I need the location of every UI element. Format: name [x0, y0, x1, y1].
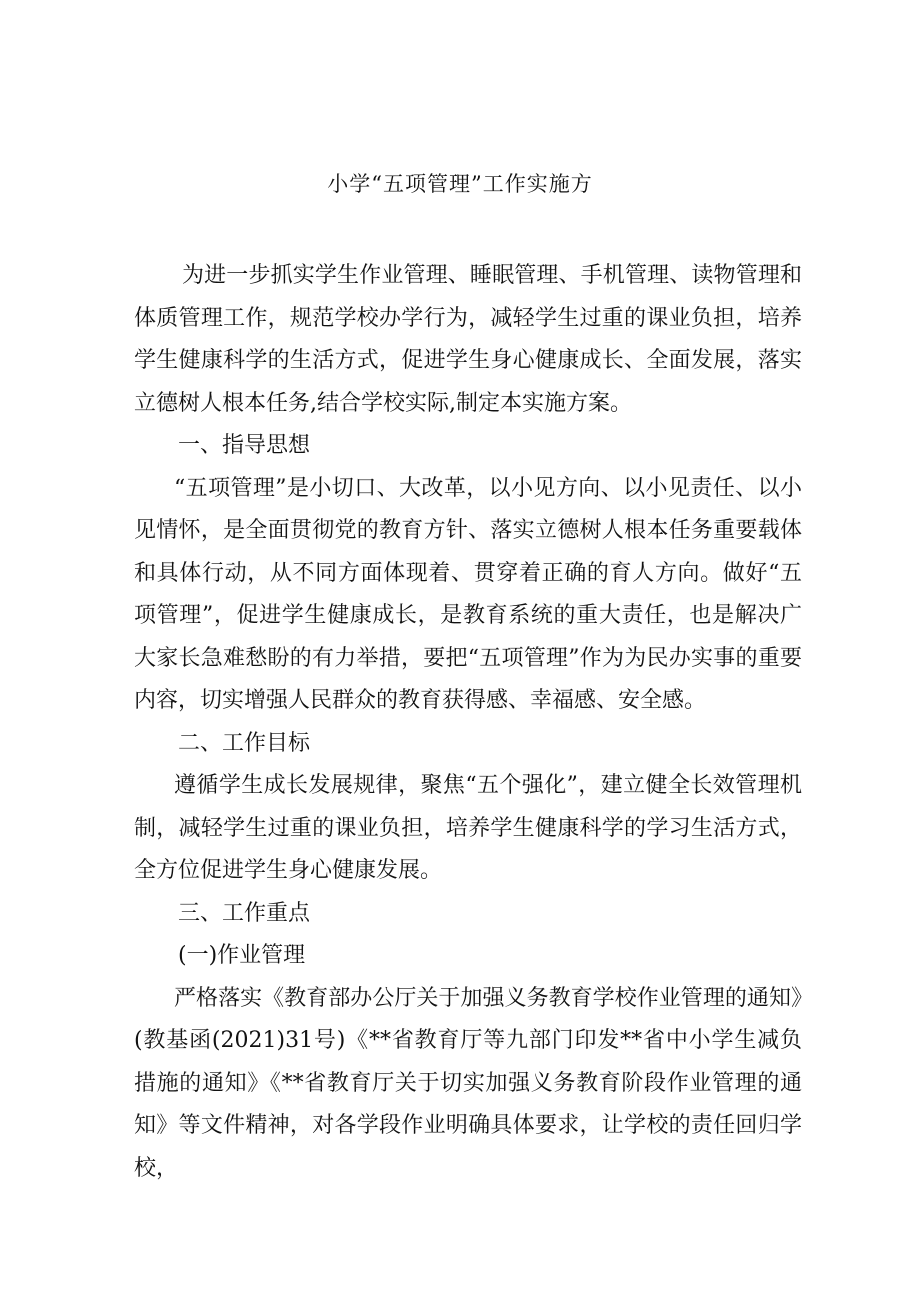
section-heading-work-focus: 三、工作重点	[178, 900, 311, 926]
guiding-ideology-paragraph: “五项管理”是小切口、大改革，以小见方向、以小见责任、以小见情怀，是全面贯彻党的教育方针、落实立德树人根本任务重要载体和具体行动，从不同方面体现着、贯穿着正确的育人方向。做好“五项管理”，促进学生健康成长，是教育系统的重大责任，也是解决广大家长急难愁盼的有力举措，要把“五项管理”作为为民办实事的重要内容，切实增强人民群众的教育获得感、幸福感、安全感。	[134, 475, 802, 713]
document-body	[134, 255, 802, 1190]
homework-management-paragraph: 严格落实《教育部办公厅关于加强义务教育学校作业管理的通知》(教基函(2021)31号)《**省教育厅等九部门印发**省中小学生减负措施的通知》《**省教育厅关于切实加强义务教育阶段作业管理的通知》等文件精神，对各学段作业明确具体要求，让学校的责任回归学校，	[134, 985, 802, 1181]
section-heading-guiding-ideology: 一、指导思想	[178, 433, 311, 458]
section-heading-work-goals: 二、工作目标	[178, 730, 311, 756]
intro-paragraph: 为进一步抓实学生作业管理、睡眠管理、手机管理、读物管理和体质管理工作，规范学校办学行为，减轻学生过重的课业负担，培养学生健康科学的生活方式，促进学生身心健康成长、全面发展，落实立德树人根本任务,结合学校实际,制定本实施方案。	[134, 263, 802, 416]
document-title: 小学“五项管理”工作实施方	[327, 172, 593, 196]
subsection-heading-homework-management: (一)作业管理	[178, 943, 306, 968]
work-goals-paragraph: 遵循学生成长发展规律，聚焦“五个强化”，建立健全长效管理机制，减轻学生过重的课业负担，培养学生健康科学的学习生活方式，全方位促进学生身心健康发展。	[134, 773, 802, 883]
